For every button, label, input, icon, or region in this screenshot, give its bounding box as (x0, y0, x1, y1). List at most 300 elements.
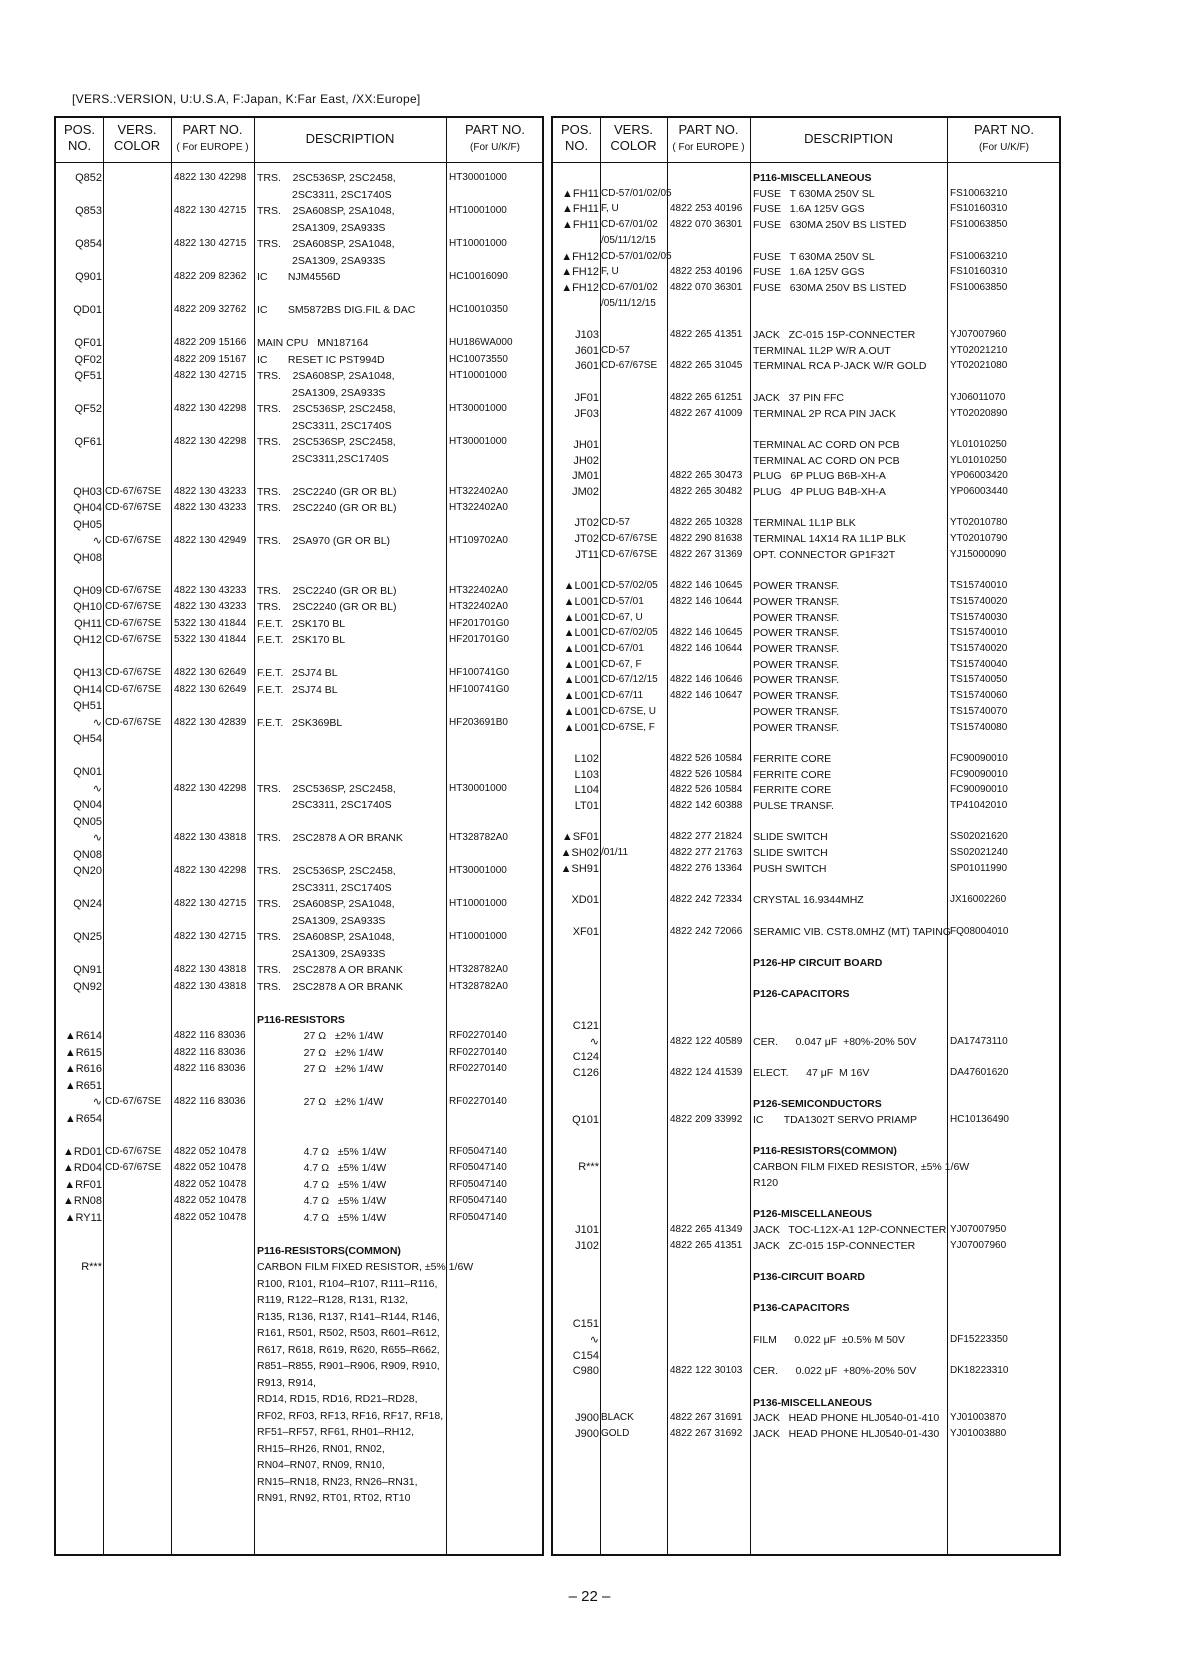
part-no-cell: 4822 130 42298 (174, 172, 247, 183)
description-cell: 4.7 Ω ±5% 1/4W (257, 1211, 387, 1224)
part-code-cell: HT322402A0 (449, 502, 508, 513)
pos-cell: J900 (575, 1412, 599, 1425)
description-cell: FERRITE CORE (753, 768, 832, 781)
pos-cell: Q101 (572, 1114, 599, 1126)
table-row (56, 236, 542, 252)
table-row (553, 845, 1059, 861)
part-no-cell: 4822 130 43233 (174, 601, 247, 612)
description-cell: TRS. 2SC2878 A OR BRANK (257, 964, 403, 976)
description-cell: F.E.T. 2SJ74 BL (257, 667, 338, 679)
table-header (553, 118, 1059, 163)
table-row (553, 531, 1059, 547)
pos-cell: L102 (574, 752, 599, 765)
pos-cell: J601 (575, 344, 599, 357)
version-cell: CD-67/67SE (105, 584, 162, 596)
part-no-cell: 4822 265 30473 (670, 470, 743, 482)
table-row (553, 955, 1059, 971)
description-cell: 2SA1309, 2SA933S (257, 386, 386, 399)
table-row (56, 715, 542, 731)
version-cell: CD-67/67SE (601, 548, 658, 560)
description-cell: P116-MISCELLANEOUS (753, 172, 872, 184)
table-row (56, 1474, 542, 1490)
part-no-cell: 4822 116 83036 (174, 1030, 246, 1041)
pos-cell: ▲R615 (64, 1046, 102, 1059)
pos-cell: JH02 (573, 454, 599, 467)
table-row (553, 1175, 1059, 1191)
table-row (56, 1111, 542, 1127)
description-cell: RN91, RN92, RT01, RT02, RT10 (257, 1492, 411, 1504)
table-row (553, 1049, 1059, 1065)
part-code-cell: FC90090010 (950, 768, 1008, 780)
table-row (56, 1160, 542, 1176)
description-cell: 2SC3311,2SC1740S (257, 452, 389, 465)
part-no-cell: 4822 267 41009 (670, 407, 743, 419)
version-cell: CD-57/01/02/05 (601, 250, 672, 262)
table-row (553, 468, 1059, 484)
part-no-cell: 4822 526 10584 (670, 784, 743, 796)
description-cell: CER. 0.022 μF +80%-20% 50V (753, 1365, 917, 1378)
description-cell: RN15–RN18, RN23, RN26–RN31, (257, 1475, 418, 1488)
part-code-cell: YT02010780 (950, 517, 1008, 529)
description-cell: 2SA1309, 2SA933S (257, 254, 386, 267)
table-row (56, 269, 542, 285)
part-no-cell: 4822 052 10478 (174, 1162, 247, 1173)
part-code-cell: HT10001000 (449, 370, 507, 381)
description-cell: TRS. 2SC536SP, 2SC2458, (257, 403, 396, 415)
part-no-cell: 4822 130 43233 (174, 584, 247, 596)
version-cell: CD-57 (601, 344, 630, 356)
table-row (553, 280, 1059, 296)
pos-cell: ▲RN08 (62, 1195, 102, 1207)
table-row (56, 533, 542, 549)
table-row (553, 704, 1059, 720)
pos-cell: ▲SF01 (561, 831, 599, 844)
table-row (56, 583, 542, 599)
pos-cell: QN25 (73, 931, 102, 943)
version-cell: CD-67SE, U (601, 705, 657, 717)
table-row (56, 946, 542, 962)
part-code-cell: TS15740060 (950, 690, 1008, 702)
description-cell: 2SC3311, 2SC1740S (257, 419, 392, 432)
part-code-cell: SP01011990 (950, 862, 1008, 874)
part-code-cell: HT10001000 (449, 238, 507, 249)
part-code-cell: HC10010350 (449, 304, 508, 315)
part-no-cell: 4822 052 10478 (174, 1145, 247, 1157)
description-cell: JACK HEAD PHONE HLJ0540-01-430 (753, 1428, 940, 1440)
table-row (56, 1358, 542, 1374)
header-description: DESCRIPTION (804, 131, 893, 146)
table-row (56, 632, 542, 648)
parts-table-left (54, 116, 544, 1556)
pos-cell: QH13 (73, 667, 102, 679)
table-row (553, 767, 1059, 783)
table-row (553, 1238, 1059, 1254)
pos-cell: QF52 (74, 403, 102, 415)
table-row (553, 986, 1059, 1002)
version-cell: CD-67/67SE (105, 683, 162, 695)
pos-cell: ▲RY11 (64, 1211, 102, 1224)
table-row (553, 1253, 1059, 1269)
pos-cell: ∿ (589, 1035, 599, 1048)
description-cell: POWER TRANSF. (753, 595, 840, 608)
description-cell: IC RESET IC PST994D (257, 353, 385, 366)
pos-cell: ▲FH12 (561, 250, 599, 263)
part-code-cell: TS15740050 (950, 674, 1008, 686)
table-row (553, 829, 1059, 845)
description-cell: JACK TOC-L12X-A1 12P-CONNECTER (753, 1223, 947, 1236)
description-cell: 27 Ω ±2% 1/4W (257, 1046, 384, 1059)
part-code-cell: FS10063850 (950, 281, 1008, 293)
part-no-cell: 4822 130 42715 (174, 205, 247, 216)
description-cell: 27 Ω ±2% 1/4W (257, 1030, 384, 1042)
description-cell: IC TDA1302T SERVO PRIAMP (753, 1114, 917, 1126)
table-row (56, 1490, 542, 1506)
part-code-cell: HT109702A0 (449, 535, 508, 546)
table-row (553, 1426, 1059, 1442)
part-code-cell: HT30001000 (449, 172, 507, 183)
description-cell: FERRITE CORE (753, 784, 832, 797)
table-row (56, 1391, 542, 1407)
version-cell: CD-67/01/02 (601, 219, 658, 231)
table-row (553, 374, 1059, 390)
part-no-cell: 4822 146 10645 (670, 580, 743, 592)
version-cell: CD-57/02/05 (601, 580, 658, 592)
version-cell: CD-67, F (601, 658, 642, 670)
table-row (553, 1143, 1059, 1159)
table-row (553, 1065, 1059, 1081)
part-no-cell: 4822 052 10478 (174, 1211, 247, 1223)
table-row (553, 249, 1059, 265)
description-cell: TRS. 2SC2878 A OR BRANK (257, 980, 403, 993)
pos-cell: ▲L001 (563, 595, 599, 608)
part-no-cell: 4822 130 42298 (174, 782, 247, 794)
part-code-cell: FC90090010 (950, 752, 1008, 764)
description-cell: POWER TRANSF. (753, 658, 840, 671)
part-code-cell: HT10001000 (449, 931, 507, 942)
table-row (56, 797, 542, 813)
description-cell: F.E.T. 2SJ74 BL (257, 683, 338, 696)
description-cell: FERRITE CORE (753, 752, 832, 765)
page-number: – 22 – (568, 1588, 611, 1605)
description-cell: 2SC3311, 2SC1740S (257, 881, 392, 894)
part-no-cell: 4822 276 13364 (670, 862, 743, 874)
description-cell: MAIN CPU MN187164 (257, 337, 369, 349)
description-cell: P116-RESISTORS (257, 1013, 345, 1026)
part-code-cell: RF02270140 (449, 1096, 507, 1107)
table-row (56, 979, 542, 995)
table-body (56, 162, 542, 1554)
table-row (56, 1226, 542, 1242)
table-row (56, 1408, 542, 1424)
pos-cell: C980 (572, 1365, 599, 1378)
part-no-cell: 4822 052 10478 (174, 1178, 247, 1190)
table-row (56, 302, 542, 318)
table-row (56, 764, 542, 780)
part-no-cell: 4822 146 10646 (670, 674, 743, 686)
table-row (553, 1363, 1059, 1379)
table-row (56, 682, 542, 698)
version-cell: CD-57/01 (601, 595, 644, 607)
description-cell: PULSE TRANSF. (753, 800, 834, 812)
table-row (56, 1177, 542, 1193)
table-row (56, 368, 542, 384)
table-row (553, 201, 1059, 217)
pos-cell: ▲SH91 (560, 862, 599, 875)
table-row (56, 1243, 542, 1259)
table-row (553, 861, 1059, 877)
table-row (553, 343, 1059, 359)
table-row (56, 1078, 542, 1094)
table-row (56, 830, 542, 846)
description-cell: R119, R122–R128, R131, R132, (257, 1294, 408, 1306)
part-code-cell: SS02021620 (950, 831, 1008, 843)
table-row (56, 698, 542, 714)
pos-cell: ▲R651 (64, 1079, 102, 1092)
table-row (56, 929, 542, 945)
table-row (56, 962, 542, 978)
pos-cell: QH08 (73, 551, 102, 564)
description-cell: RF51–RF57, RF61, RH01–RH12, (257, 1426, 414, 1438)
table-row (56, 781, 542, 797)
description-cell: R161, R501, R502, R503, R601–R612, (257, 1327, 440, 1339)
part-code-cell: RF05047140 (449, 1162, 507, 1173)
description-cell: TRS. 2SC536SP, 2SC2458, (257, 782, 396, 795)
part-code-cell: TS15740010 (950, 580, 1008, 592)
pos-cell: J101 (575, 1223, 599, 1236)
table-row (553, 1081, 1059, 1097)
part-code-cell: RF05047140 (449, 1145, 507, 1157)
table-row (553, 421, 1059, 437)
table-row (553, 1096, 1059, 1112)
description-cell: POWER TRANSF. (753, 690, 840, 703)
table-row (56, 484, 542, 500)
table-row (56, 418, 542, 434)
description-cell: IC SM5872BS DIG.FIL & DAC (257, 304, 416, 316)
table-row (56, 203, 542, 219)
table-row (56, 1276, 542, 1292)
part-no-cell: 5322 130 41844 (174, 617, 247, 629)
part-code-cell: YT02021080 (950, 360, 1008, 372)
description-cell: TRS. 2SC536SP, 2SC2458, (257, 172, 396, 184)
pos-cell: ▲FH11 (562, 219, 599, 232)
version-cell: /05/11/12/15 (601, 297, 656, 309)
table-row (56, 352, 542, 368)
part-code-cell: TS15740030 (950, 611, 1008, 623)
part-code-cell: RF02270140 (449, 1063, 507, 1074)
table-row (553, 720, 1059, 736)
version-cell: CD-67/67SE (105, 1162, 162, 1173)
table-row (56, 319, 542, 335)
pos-cell: ∿ (589, 1333, 599, 1346)
description-cell: 4.7 Ω ±5% 1/4W (257, 1178, 387, 1191)
description-cell: JACK ZC-015 15P-CONNECTER (753, 1239, 916, 1252)
part-code-cell: HT328782A0 (449, 832, 508, 843)
table-row (553, 688, 1059, 704)
pos-cell: QN20 (73, 865, 102, 877)
description-cell: TERMINAL 2P RCA PIN JACK (753, 407, 896, 420)
table-row (553, 1112, 1059, 1128)
description-cell: RD14, RD15, RD16, RD21–RD28, (257, 1393, 418, 1405)
pos-cell: ▲R654 (64, 1112, 102, 1125)
part-no-cell: 4822 277 21763 (670, 847, 743, 859)
table-row (553, 892, 1059, 908)
part-code-cell: TP41042010 (950, 800, 1008, 811)
pos-cell: Q852 (75, 172, 102, 184)
description-cell: FUSE T 630MA 250V SL (753, 187, 875, 200)
version-cell: CD-67/01 (601, 643, 644, 654)
part-code-cell: HT328782A0 (449, 964, 508, 975)
table-row (553, 563, 1059, 579)
table-row (553, 437, 1059, 453)
description-cell: TERMINAL 1L2P W/R A.OUT (753, 344, 891, 357)
description-cell: TERMINAL 14X14 RA 1L1P BLK (753, 533, 906, 546)
pos-cell: ▲L001 (563, 690, 599, 703)
part-no-cell: 4822 290 81638 (670, 533, 743, 545)
pos-cell: QN92 (73, 980, 102, 993)
part-no-cell: 4822 265 10328 (670, 517, 743, 529)
table-row (553, 1191, 1059, 1207)
version-cell: CD-67/67SE (105, 716, 162, 728)
table-row (553, 358, 1059, 374)
pos-cell: Q901 (75, 271, 102, 283)
header-vers: VERS. COLOR (610, 122, 657, 153)
table-row (553, 1206, 1059, 1222)
version-cell: CD-67/12/15 (601, 674, 658, 686)
pos-cell: QH03 (73, 485, 102, 498)
table-row (553, 547, 1059, 563)
table-row (553, 406, 1059, 422)
pos-cell: ▲L001 (563, 674, 599, 687)
description-cell: 27 Ω ±2% 1/4W (257, 1096, 384, 1108)
part-no-cell: 5322 130 41844 (174, 634, 247, 645)
header-part-no-ukf: PART NO. (For U/K/F) (465, 122, 525, 153)
version-cell: CD-67/67SE (105, 1145, 162, 1157)
description-cell: 2SA1309, 2SA933S (257, 914, 386, 927)
pos-cell: J102 (575, 1239, 599, 1252)
table-row (553, 908, 1059, 924)
pos-cell: QH10 (73, 601, 102, 613)
part-no-cell: 4822 130 42949 (174, 535, 247, 546)
table-row (553, 594, 1059, 610)
table-row (553, 264, 1059, 280)
part-code-cell: FS10063850 (950, 219, 1008, 231)
description-cell: CER. 0.047 μF +80%-20% 50V (753, 1035, 917, 1048)
description-cell: CRYSTAL 16.9344MHZ (753, 894, 864, 907)
part-code-cell: FS10160310 (950, 266, 1008, 278)
table-row (553, 641, 1059, 657)
part-no-cell: 4822 146 10645 (670, 627, 743, 639)
table-row (553, 327, 1059, 343)
part-no-cell: 4822 253 40196 (670, 266, 743, 278)
description-cell: POWER TRANSF. (753, 611, 840, 624)
description-cell: R617, R618, R619, R620, R655–R662, (257, 1343, 440, 1356)
pos-cell: JT11 (575, 548, 599, 561)
part-no-cell: 4822 130 42298 (174, 436, 247, 447)
part-no-cell: 4822 146 10647 (670, 690, 743, 702)
pos-cell: Q854 (75, 238, 102, 250)
part-code-cell: FS10063210 (950, 250, 1008, 262)
table-row (56, 665, 542, 681)
pos-cell: ▲RD01 (62, 1145, 102, 1158)
table-row (56, 335, 542, 351)
pos-cell: ▲FH11 (562, 187, 599, 200)
table-row (56, 1259, 542, 1275)
part-code-cell: DK18223310 (950, 1365, 1009, 1377)
description-cell: R851–R855, R901–R906, R909, R910, (257, 1360, 440, 1372)
table-row (553, 1034, 1059, 1050)
table-row (56, 1424, 542, 1440)
part-no-cell: 4822 267 31692 (670, 1428, 743, 1439)
description-cell: FUSE 1.6A 125V GGS (753, 203, 865, 216)
description-cell: POWER TRANSF. (753, 643, 840, 655)
pos-cell: JM01 (572, 470, 599, 483)
description-cell: TRS. 2SA970 (GR OR BL) (257, 535, 391, 547)
description-cell: POWER TRANSF. (753, 627, 840, 640)
part-code-cell: RF02270140 (449, 1046, 507, 1058)
pos-cell: C154 (572, 1349, 599, 1362)
header-part-no-ukf: PART NO. (For U/K/F) (974, 122, 1034, 153)
part-no-cell: 4822 116 83036 (174, 1063, 246, 1074)
version-cell: CD-67/11 (601, 690, 644, 702)
table-row (56, 1457, 542, 1473)
pos-cell: XF01 (572, 925, 599, 938)
table-row (553, 751, 1059, 767)
pos-cell: QH04 (73, 502, 102, 514)
part-code-cell: YJ07007960 (950, 1239, 1007, 1251)
description-cell: PUSH SWITCH (753, 862, 827, 875)
table-row (56, 1193, 542, 1209)
part-code-cell: TS15740080 (950, 721, 1008, 733)
description-cell: FILM 0.022 μF ±0.5% M 50V (753, 1333, 905, 1346)
part-code-cell: DA47601620 (950, 1066, 1009, 1078)
table-row (553, 814, 1059, 830)
table-row (553, 484, 1059, 500)
description-cell: SERAMIC VIB. CST8.0MHZ (MT) TAPING (753, 925, 951, 938)
part-no-cell: 4822 130 43233 (174, 502, 247, 513)
description-cell: JACK ZC-015 15P-CONNECTER (753, 329, 916, 341)
part-no-cell: 4822 242 72334 (670, 894, 743, 906)
pos-cell: C121 (572, 1019, 599, 1032)
pos-cell: ▲L001 (563, 658, 599, 671)
pos-cell: ∿ (92, 832, 102, 844)
version-cell: CD-67/67SE (105, 502, 162, 513)
part-code-cell: HT328782A0 (449, 980, 508, 992)
description-cell: TRS. 2SA608SP, 2SA1048, (257, 370, 395, 382)
part-code-cell: YJ01003880 (950, 1428, 1007, 1439)
pos-cell: ∿ (92, 535, 102, 547)
description-cell: TERMINAL 1L1P BLK (753, 517, 856, 530)
version-cell: /05/11/12/15 (601, 234, 656, 246)
description-cell: 2SC3311, 2SC1740S (257, 188, 392, 201)
part-no-cell: 4822 130 42715 (174, 370, 247, 381)
table-row (553, 798, 1059, 814)
description-cell: JACK HEAD PHONE HLJ0540-01-410 (753, 1412, 940, 1425)
pos-cell: ∿ (92, 782, 102, 795)
pos-cell: ▲L001 (563, 627, 599, 640)
description-cell: JACK 37 PIN FFC (753, 391, 845, 404)
pos-cell: QN08 (73, 848, 102, 861)
pos-cell: ▲FH12 (561, 281, 599, 294)
part-code-cell: HF100741G0 (449, 683, 510, 695)
pos-cell: ▲L001 (563, 721, 599, 734)
description-cell: CARBON FILM FIXED RESISTOR, ±5% 1/6W (257, 1261, 474, 1273)
header-pos: POS. NO. (63, 122, 96, 153)
version-cell: CD-67/67SE (105, 535, 162, 546)
table-row (553, 515, 1059, 531)
description-cell: TERMINAL AC CORD ON PCB (753, 438, 900, 451)
pos-cell: JF01 (574, 391, 599, 404)
part-code-cell: HC10136490 (950, 1114, 1009, 1125)
